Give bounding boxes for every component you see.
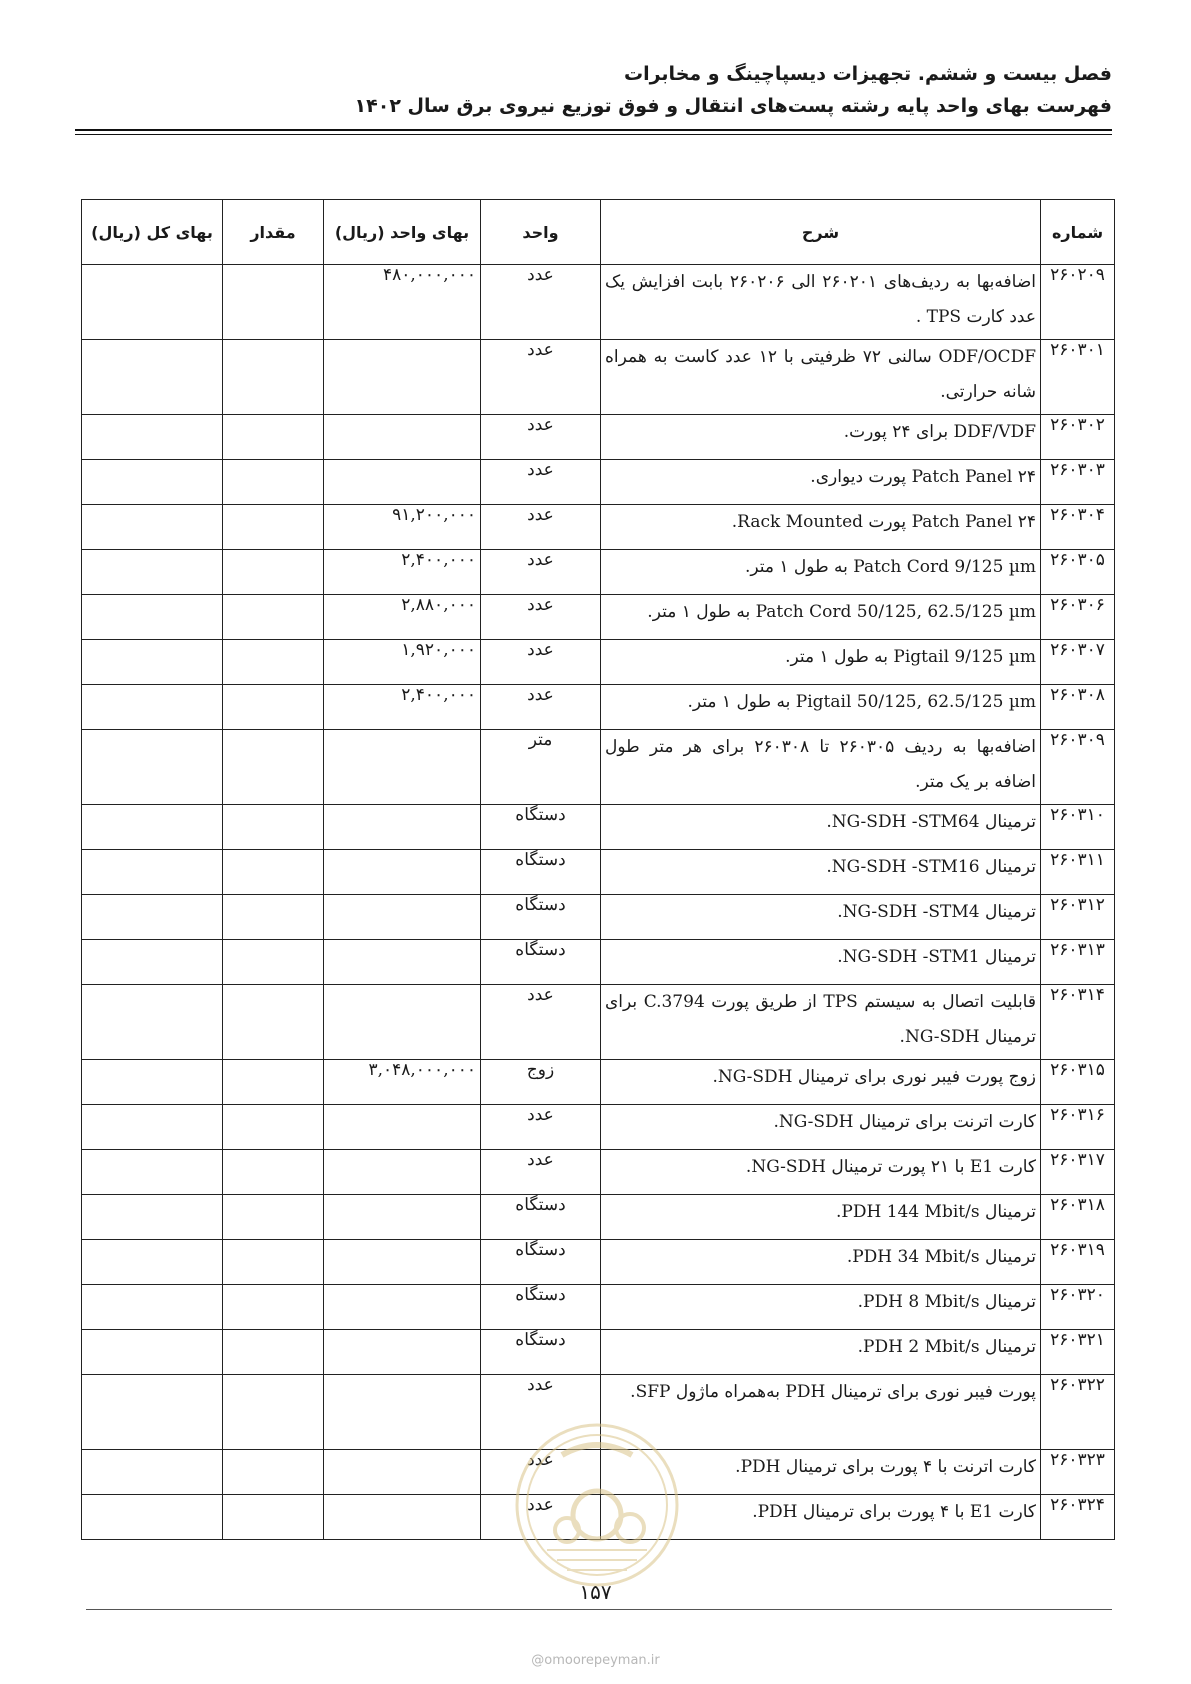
table-row	[82, 265, 1115, 340]
table-row	[82, 1495, 1115, 1540]
row-number: ۲۶۰۳۰۴	[1041, 505, 1115, 550]
table-row	[82, 1240, 1115, 1285]
row-number: ۲۶۰۳۱۵	[1041, 1060, 1115, 1105]
row-total-price	[82, 1450, 223, 1495]
row-number: ۲۶۰۳۱۳	[1041, 940, 1115, 985]
row-number: ۲۶۰۳۰۸	[1041, 685, 1115, 730]
header-description: شرح	[601, 200, 1041, 265]
table-row	[82, 1150, 1115, 1195]
page-header	[75, 58, 1112, 122]
row-description: ODF/OCDF سالنی ۷۲ ظرفیتی با ۱۲ عدد کاست به همراه شانه حرارتی.	[601, 340, 1041, 415]
row-description: کارت اترنت برای ترمینال NG-SDH.	[601, 1105, 1041, 1150]
row-unit-price: ۲,۸۸۰,۰۰۰	[324, 595, 481, 640]
table-row	[82, 805, 1115, 850]
row-total-price	[82, 1495, 223, 1540]
table-row	[82, 595, 1115, 640]
row-unit: عدد	[481, 460, 601, 505]
row-total-price	[82, 550, 223, 595]
row-unit-price: ۲,۴۰۰,۰۰۰	[324, 550, 481, 595]
row-description: پورت فیبر نوری برای ترمینال PDH به‌همراه ماژول SFP.	[601, 1375, 1041, 1450]
table-row	[82, 985, 1115, 1060]
row-total-price	[82, 640, 223, 685]
row-quantity	[223, 940, 324, 985]
row-quantity	[223, 1195, 324, 1240]
row-number: ۲۶۰۳۱۸	[1041, 1195, 1115, 1240]
row-unit-price	[324, 850, 481, 895]
row-unit-price	[324, 1105, 481, 1150]
row-number: ۲۶۰۳۲۲	[1041, 1375, 1115, 1450]
row-number: ۲۶۰۳۱۱	[1041, 850, 1115, 895]
table-row	[82, 1450, 1115, 1495]
row-quantity	[223, 730, 324, 805]
row-total-price	[82, 1150, 223, 1195]
row-unit-price	[324, 1450, 481, 1495]
row-quantity	[223, 805, 324, 850]
row-unit: عدد	[481, 1375, 601, 1450]
row-unit-price	[324, 340, 481, 415]
row-number: ۲۶۰۳۲۳	[1041, 1450, 1115, 1495]
row-unit: عدد	[481, 640, 601, 685]
row-quantity	[223, 1240, 324, 1285]
table-header-row	[82, 200, 1115, 265]
header-unit: واحد	[481, 200, 601, 265]
footer-rule	[86, 1609, 1112, 1610]
table-row	[82, 1195, 1115, 1240]
row-quantity	[223, 1105, 324, 1150]
row-description: اضافه‌بها به ردیف‌های ۲۶۰۲۰۱ الی ۲۶۰۲۰۶ بابت افزایش یک عدد کارت TPS .	[601, 265, 1041, 340]
table-row	[82, 685, 1115, 730]
row-unit-price: ۲,۴۰۰,۰۰۰	[324, 685, 481, 730]
row-description: ترمینال PDH 144 Mbit/s.	[601, 1195, 1041, 1240]
row-description: قابلیت اتصال به سیستم TPS از طریق پورت C.3794 برای ترمینال NG-SDH.	[601, 985, 1041, 1060]
row-number: ۲۶۰۳۲۰	[1041, 1285, 1115, 1330]
row-description: ترمینال NG-SDH -STM1.	[601, 940, 1041, 985]
row-description: ترمینال NG-SDH -STM16.	[601, 850, 1041, 895]
row-number: ۲۶۰۳۰۳	[1041, 460, 1115, 505]
row-unit-price	[324, 460, 481, 505]
row-description: ترمینال NG-SDH -STM4.	[601, 895, 1041, 940]
table-row	[82, 1060, 1115, 1105]
row-unit-price	[324, 1375, 481, 1450]
table-row	[82, 340, 1115, 415]
row-total-price	[82, 1195, 223, 1240]
row-unit: دستگاه	[481, 1285, 601, 1330]
header-number: شماره	[1041, 200, 1115, 265]
row-quantity	[223, 1450, 324, 1495]
page-number: ۱۵۷	[579, 1580, 612, 1604]
table-row	[82, 505, 1115, 550]
row-quantity	[223, 1060, 324, 1105]
row-description: Pigtail 9/125 µm به طول ۱ متر.	[601, 640, 1041, 685]
table-row	[82, 1330, 1115, 1375]
row-total-price	[82, 415, 223, 460]
row-number: ۲۶۰۳۰۲	[1041, 415, 1115, 460]
row-total-price	[82, 1240, 223, 1285]
row-quantity	[223, 1375, 324, 1450]
table-row	[82, 895, 1115, 940]
row-number: ۲۶۰۳۱۲	[1041, 895, 1115, 940]
row-total-price	[82, 805, 223, 850]
row-quantity	[223, 415, 324, 460]
header-quantity: مقدار	[223, 200, 324, 265]
row-total-price	[82, 1285, 223, 1330]
row-unit: عدد	[481, 415, 601, 460]
table-row	[82, 460, 1115, 505]
row-description: کارت E1 با ۲۱ پورت ترمینال NG-SDH.	[601, 1150, 1041, 1195]
row-description: ترمینال PDH 8 Mbit/s.	[601, 1285, 1041, 1330]
row-unit-price: ۳,۰۴۸,۰۰۰,۰۰۰	[324, 1060, 481, 1105]
row-quantity	[223, 985, 324, 1060]
row-total-price	[82, 985, 223, 1060]
row-number: ۲۶۰۲۰۹	[1041, 265, 1115, 340]
row-unit-price	[324, 1240, 481, 1285]
row-number: ۲۶۰۳۰۶	[1041, 595, 1115, 640]
row-description: زوج پورت فیبر نوری برای ترمینال NG-SDH.	[601, 1060, 1041, 1105]
row-unit: عدد	[481, 550, 601, 595]
row-total-price	[82, 460, 223, 505]
row-number: ۲۶۰۳۰۹	[1041, 730, 1115, 805]
row-quantity	[223, 1495, 324, 1540]
row-unit: زوج	[481, 1060, 601, 1105]
table-row	[82, 940, 1115, 985]
row-unit: متر	[481, 730, 601, 805]
row-description: ترمینال NG-SDH -STM64.	[601, 805, 1041, 850]
table-row	[82, 1285, 1115, 1330]
header-total-price: بهای کل (ریال)	[82, 200, 223, 265]
row-quantity	[223, 895, 324, 940]
row-total-price	[82, 850, 223, 895]
table-body	[82, 265, 1115, 1540]
row-unit-price	[324, 1195, 481, 1240]
row-quantity	[223, 505, 324, 550]
row-unit-price: ۹۱,۲۰۰,۰۰۰	[324, 505, 481, 550]
row-total-price	[82, 265, 223, 340]
table-row	[82, 640, 1115, 685]
row-unit: عدد	[481, 1450, 601, 1495]
price-list-table	[81, 199, 1115, 1540]
row-unit: دستگاه	[481, 940, 601, 985]
row-total-price	[82, 1330, 223, 1375]
row-description: Patch Panel ۲۴ پورت Rack Mounted.	[601, 505, 1041, 550]
row-description: Patch Panel ۲۴ پورت دیواری.	[601, 460, 1041, 505]
row-unit-price	[324, 415, 481, 460]
row-total-price	[82, 1105, 223, 1150]
row-description: Patch Cord 50/125, 62.5/125 µm به طول ۱ متر.	[601, 595, 1041, 640]
row-number: ۲۶۰۳۱۶	[1041, 1105, 1115, 1150]
row-unit-price	[324, 1495, 481, 1540]
row-unit: عدد	[481, 685, 601, 730]
row-number: ۲۶۰۳۱۷	[1041, 1150, 1115, 1195]
row-description: کارت E1 با ۴ پورت برای ترمینال PDH.	[601, 1495, 1041, 1540]
row-description: اضافه‌بها به ردیف ۲۶۰۳۰۵ تا ۲۶۰۳۰۸ برای هر متر طول اضافه بر یک متر.	[601, 730, 1041, 805]
row-total-price	[82, 1060, 223, 1105]
row-unit: دستگاه	[481, 1240, 601, 1285]
table-row	[82, 730, 1115, 805]
row-quantity	[223, 340, 324, 415]
row-unit: عدد	[481, 1105, 601, 1150]
row-unit-price	[324, 940, 481, 985]
row-number: ۲۶۰۳۰۱	[1041, 340, 1115, 415]
row-unit-price	[324, 895, 481, 940]
row-total-price	[82, 895, 223, 940]
row-total-price	[82, 685, 223, 730]
row-unit-price: ۴۸۰,۰۰۰,۰۰۰	[324, 265, 481, 340]
row-quantity	[223, 640, 324, 685]
row-description: ترمینال PDH 2 Mbit/s.	[601, 1330, 1041, 1375]
table-row	[82, 550, 1115, 595]
row-unit: دستگاه	[481, 895, 601, 940]
row-unit: عدد	[481, 265, 601, 340]
row-unit-price: ۱,۹۲۰,۰۰۰	[324, 640, 481, 685]
row-number: ۲۶۰۳۲۴	[1041, 1495, 1115, 1540]
row-description: Patch Cord 9/125 µm به طول ۱ متر.	[601, 550, 1041, 595]
row-quantity	[223, 550, 324, 595]
row-quantity	[223, 1285, 324, 1330]
row-unit-price	[324, 1285, 481, 1330]
row-quantity	[223, 460, 324, 505]
table-row	[82, 1375, 1115, 1450]
header-rule-thin	[75, 134, 1112, 135]
row-unit: عدد	[481, 985, 601, 1060]
row-unit-price	[324, 1330, 481, 1375]
row-number: ۲۶۰۳۱۴	[1041, 985, 1115, 1060]
row-total-price	[82, 340, 223, 415]
row-unit-price	[324, 985, 481, 1060]
row-unit: عدد	[481, 505, 601, 550]
row-unit: عدد	[481, 595, 601, 640]
header-unit-price: بهای واحد (ریال)	[324, 200, 481, 265]
row-quantity	[223, 1330, 324, 1375]
row-description: کارت اترنت با ۴ پورت برای ترمینال PDH.	[601, 1450, 1041, 1495]
row-number: ۲۶۰۳۲۱	[1041, 1330, 1115, 1375]
row-total-price	[82, 1375, 223, 1450]
chapter-title: فصل بیست و ششم. تجهیزات دیسپاچینگ و مخابرات	[624, 63, 1112, 85]
row-number: ۲۶۰۳۱۹	[1041, 1240, 1115, 1285]
row-quantity	[223, 1150, 324, 1195]
website-watermark: @omoorepeyman.ir	[531, 1653, 660, 1668]
table-row	[82, 1105, 1115, 1150]
row-number: ۲۶۰۳۱۰	[1041, 805, 1115, 850]
row-unit-price	[324, 730, 481, 805]
document-title: فهرست بهای واحد پایه رشته پست‌های انتقال و فوق توزیع نیروی برق سال ۱۴۰۲	[354, 95, 1112, 117]
row-quantity	[223, 685, 324, 730]
row-unit: عدد	[481, 340, 601, 415]
row-unit-price	[324, 1150, 481, 1195]
row-unit: دستگاه	[481, 850, 601, 895]
row-unit: عدد	[481, 1150, 601, 1195]
row-unit: دستگاه	[481, 1330, 601, 1375]
row-number: ۲۶۰۳۰۵	[1041, 550, 1115, 595]
table-row	[82, 850, 1115, 895]
row-total-price	[82, 940, 223, 985]
row-description: Pigtail 50/125, 62.5/125 µm به طول ۱ متر.	[601, 685, 1041, 730]
row-unit: دستگاه	[481, 1195, 601, 1240]
row-unit-price	[324, 805, 481, 850]
row-quantity	[223, 265, 324, 340]
row-total-price	[82, 730, 223, 805]
row-description: ترمینال PDH 34 Mbit/s.	[601, 1240, 1041, 1285]
table-row	[82, 415, 1115, 460]
row-quantity	[223, 595, 324, 640]
row-description: DDF/VDF برای ۲۴ پورت.	[601, 415, 1041, 460]
row-unit: دستگاه	[481, 805, 601, 850]
row-quantity	[223, 850, 324, 895]
row-total-price	[82, 505, 223, 550]
row-number: ۲۶۰۳۰۷	[1041, 640, 1115, 685]
row-total-price	[82, 595, 223, 640]
header-rule-thick	[75, 129, 1112, 131]
row-unit: عدد	[481, 1495, 601, 1540]
